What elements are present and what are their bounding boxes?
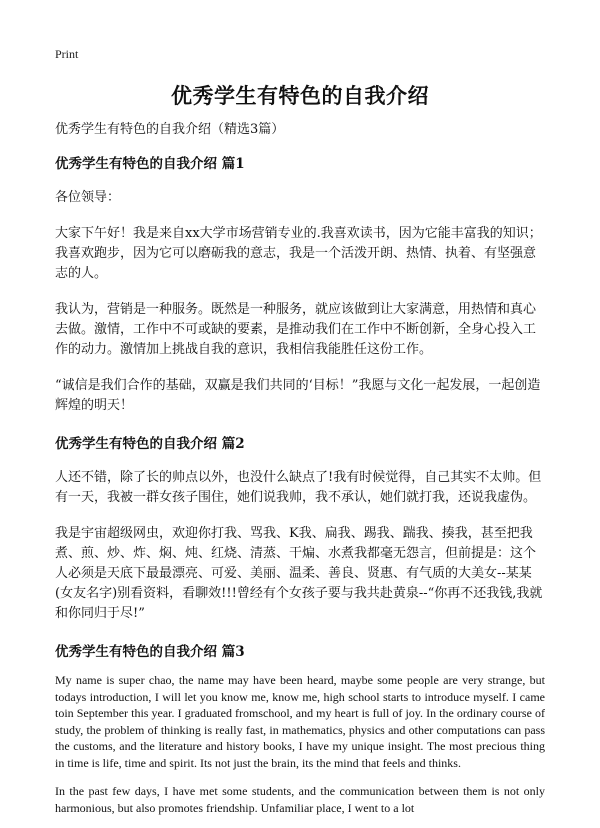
section-2 bbox=[55, 432, 545, 624]
document-body bbox=[55, 118, 545, 828]
paragraph: 人还不错，除了长的帅点以外，也没什么缺点了!我有时候觉得，自己其实不太帅。但有一天，我被一群女孩子围住，她们说我帅，我不承认，她们就打我，还说我虚伪。 bbox=[55, 470, 542, 505]
section-2-heading: 优秀学生有特色的自我介绍 篇2 bbox=[55, 436, 245, 452]
paragraph: “诚信是我们合作的基础，双赢是我们共同的‘目标！”我愿与文化一起发展，一起创造辉煌的明天！ bbox=[55, 378, 541, 413]
paragraph: 大家下午好！我是来自xx大学市场营销专业的.我喜欢读书，因为它能丰富我的知识；我喜欢跑步，因为它可以磨砺我的意志，我是一个活泼开朗、热情、执着、有坚强意志的人。 bbox=[55, 226, 542, 281]
document-subtitle: 优秀学生有特色的自我介绍（精选3篇） bbox=[55, 122, 285, 137]
paragraph: My name is super chao, the name may have been heard, maybe some people are very strange, but todays introduction, I will let you know me, know me, high school starts to introduce myself. I came toin September this year. I graduated fromschool, and my heart is full of joy. In the ordinary course of study, the problem of thinking is really fast, in mathematics, physics and other computations can pass the customs, and the literature and history books, I have my unique insight. The most precious thing in time is life, time and spirit. Its not just the brain, its the mind that feels and thinks. bbox=[55, 673, 545, 770]
salutation: 各位领导： bbox=[55, 190, 121, 205]
section-1 bbox=[55, 152, 545, 416]
section-3-heading: 优秀学生有特色的自我介绍 篇3 bbox=[55, 644, 245, 660]
print-label[interactable]: Print bbox=[55, 47, 79, 61]
paragraph: 我认为，营销是一种服务。既然是一种服务，就应该做到让大家满意，用热情和真心去做。激情，工作中不可或缺的要素，是推动我们在工作中不断创新，全身心投入工作的动力。激情加上挑战自我的意识，我相信我能胜任这份工作。 bbox=[55, 302, 537, 357]
page-title: 优秀学生有特色的自我介绍 bbox=[171, 83, 429, 108]
section-3 bbox=[55, 640, 545, 816]
paragraph: 我是宇宙超级网虫，欢迎你打我、骂我、K我、扁我、踢我、踹我、揍我，甚至把我煮、煎、炒、炸、焖、炖、红烧、清蒸、干煸、水煮我都毫无怨言，但前提是：这个人必须是天底下最最漂亮、可爱、美丽、温柔、善良、贤惠、有气质的大美女--某某(女友名字)别看资料，看聊效!!!曾经有个女孩子要与我共赴黄泉--“你再不还我钱,我就和你同归于尽!” bbox=[55, 526, 543, 621]
paragraph: In the past few days, I have met some students, and the communication between them is not only harmonious, but also promotes friendship. Unfamiliar place, I went to a lot bbox=[55, 784, 545, 815]
section-1-heading: 优秀学生有特色的自我介绍 篇1 bbox=[55, 156, 245, 172]
